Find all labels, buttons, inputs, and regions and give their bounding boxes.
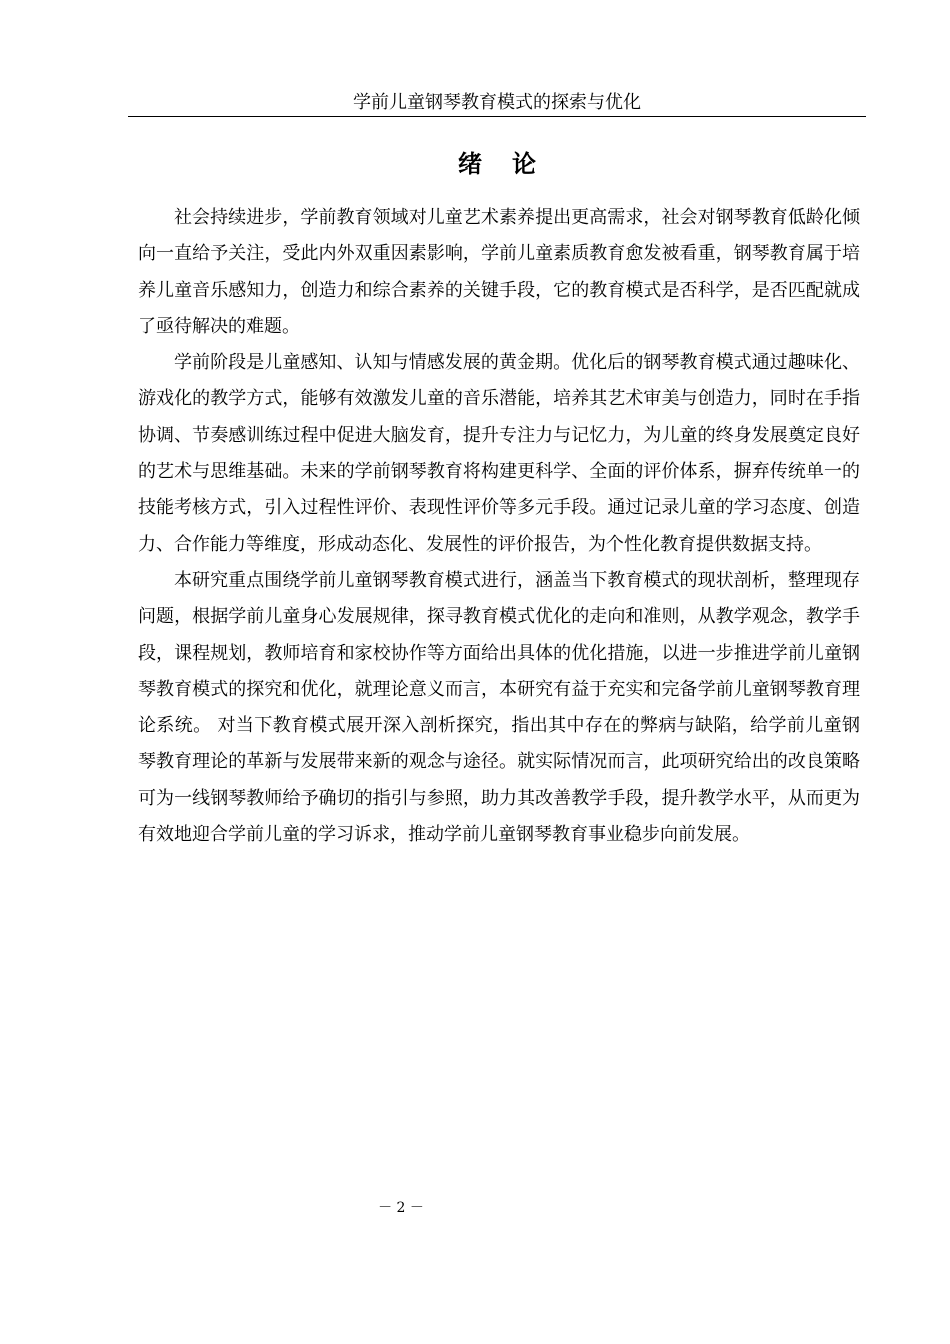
chapter-title: 绪论 — [458, 149, 566, 178]
page-number: － 2 － — [378, 1200, 424, 1216]
running-header — [128, 90, 866, 117]
paragraph-1: 社会持续进步，学前教育领域对儿童艺术素养提出更高需求，社会对钢琴教育低龄化倾向一直给予关注，受此内外双重因素影响，学前儿童素质教育愈发被看重，钢琴教育属于培养儿童音乐感知力，创造力和综合素养的关键手段，它的教育模式是否科学，是否匹配就成了亟待解决的难题。 — [138, 207, 860, 337]
paragraph-2: 学前阶段是儿童感知、认知与情感发展的黄金期。优化后的钢琴教育模式通过趣味化、游戏化的教学方式，能够有效激发儿童的音乐潜能，培养其艺术审美与创造力，同时在手指协调、节奏感训练过程中促进大脑发育，提升专注力与记忆力，为儿童的终身发展奠定良好的艺术与思维基础。未来的学前钢琴教育将构建更科学、全面的评价体系，摒弃传统单一的技能考核方式，引入过程性评价、表现性评价等多元手段。通过记录儿童的学习态度、创造力、合作能力等维度，形成动态化、发展性的评价报告，为个性化教育提供数据支持。 — [138, 352, 860, 555]
running-header-title: 学前儿童钢琴教育模式的探索与优化 — [353, 92, 641, 113]
body-text — [138, 200, 860, 853]
paragraph-3: 本研究重点围绕学前儿童钢琴教育模式进行，涵盖当下教育模式的现状剖析，整理现存问题，根据学前儿童身心发展规律，探寻教育模式优化的走向和准则，从教学观念，教学手段，课程规划，教师培育和家校协作等方面给出具体的优化措施，以进一步推进学前儿童钢琴教育模式的探究和优化，就理论意义而言，本研究有益于充实和完备学前儿童钢琴教育理论系统。 对当下教育模式展开深入剖析探究，指出其中存在的弊病与缺陷，给学前儿童钢琴教育理论的革新与发展带来新的观念与途径。就实际情况而言，此项研究给出的改良策略可为一线钢琴教师给予确切的指引与参照，助力其改善教学手段，提升教学水平，从而更为有效地迎合学前儿童的学习诉求，推动学前儿童钢琴教育事业稳步向前发展。 — [138, 569, 860, 846]
